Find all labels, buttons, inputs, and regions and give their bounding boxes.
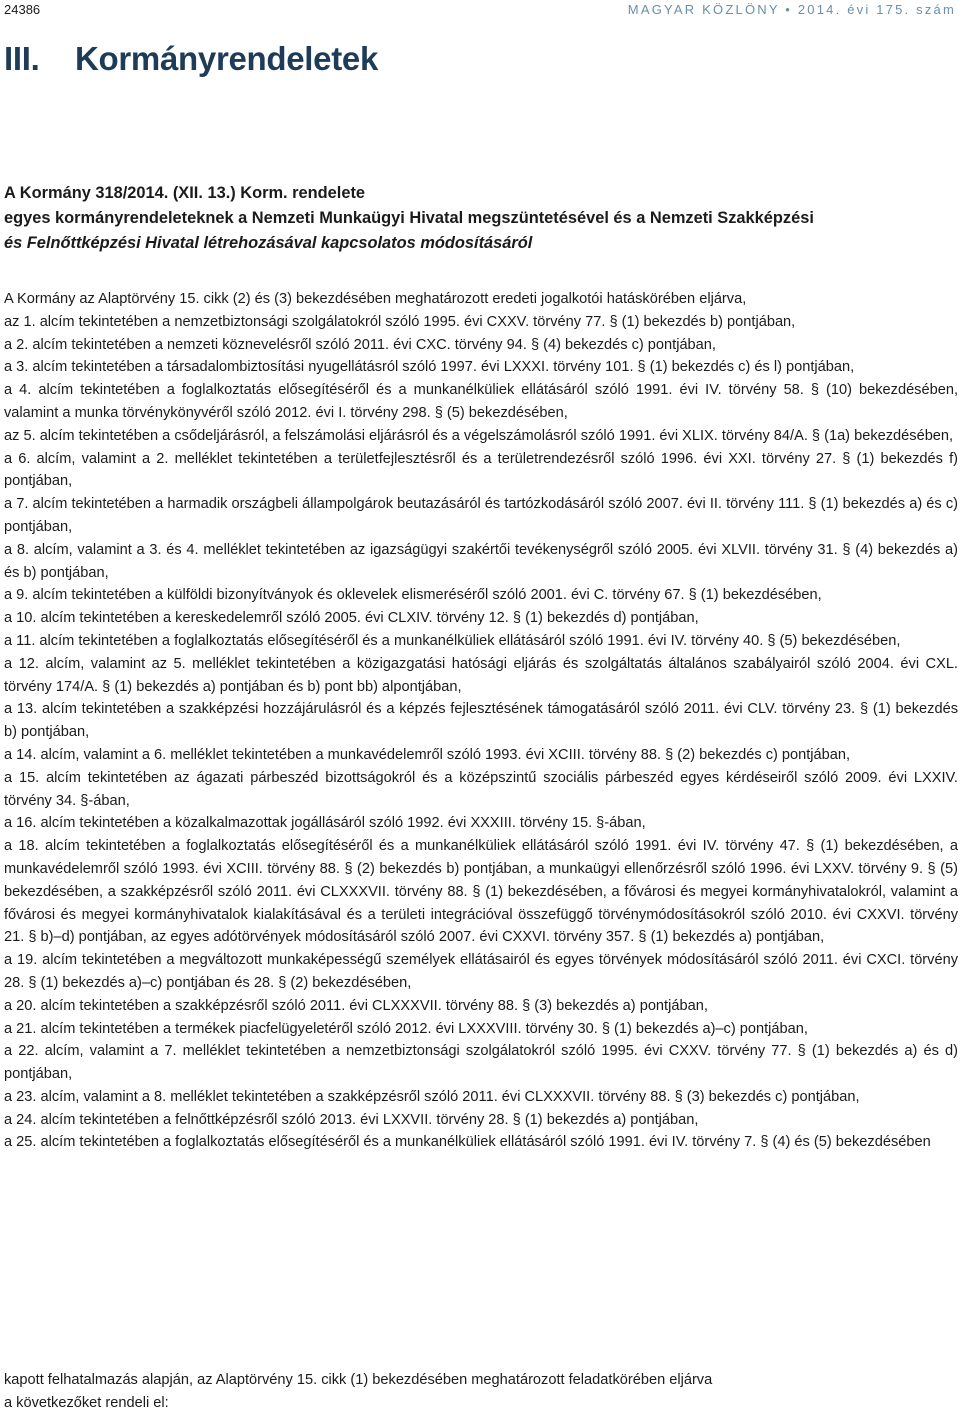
authorization-item: a 7. alcím tekintetében a harmadik országbeli állampolgárok beutazásáról és tartózkodásáról szóló 2007. évi II. törvény 111. § (1) bekezdés a) és c) pontjában, — [4, 496, 958, 535]
authorization-item: a 15. alcím tekintetében az ágazati párbeszéd bizottságokról és a középszintű szociális párbeszéd egyes kérdéseiről szóló 2009. évi LXXIV. törvény 34. §-ában, — [4, 769, 958, 809]
authorization-item: a 2. alcím tekintetében a nemzeti köznevelésről szóló 2011. évi CXC. törvény 94. § (4) bekezdés c) pontjában, — [4, 336, 716, 353]
authorization-item: a 22. alcím, valamint a 7. melléklet tekintetében a nemzetbiztonsági szolgálatokról szóló 1995. évi CXXV. törvény 77. § (1) bekezdés a) és d) pontjában, — [4, 1043, 958, 1083]
authorization-item: a 3. alcím tekintetében a társadalombiztosítási nyugellátásról szóló 1997. évi LXXXI. törvény 101. § (1) bekezdés c) és l) pontjában, — [4, 359, 855, 376]
authorization-item: a 20. alcím tekintetében a szakképzésről szóló 2011. évi CLXXXVII. törvény 88. § (3) bekezdés a) pontjában, — [4, 997, 708, 1014]
decree-title-line: A Kormány 318/2014. (XII. 13.) Korm. rendelete — [4, 184, 366, 202]
decree-enacting-clause — [4, 1369, 958, 1415]
authorization-item: a 24. alcím tekintetében a felnőttképzésről szóló 2013. évi LXXVII. törvény 28. § (1) bekezdés a) pontjában, — [4, 1111, 699, 1128]
preamble-intro: A Kormány az Alaptörvény 15. cikk (2) és (3) bekezdésében meghatározott eredeti jogalkotói hatáskörében eljárva, — [4, 291, 747, 307]
authorization-item: a 25. alcím tekintetében a foglalkoztatás elősegítéséről és a munkanélküliek ellátásáról szóló 1991. évi IV. törvény 7. § (4) és (5) bekezdésében — [4, 1134, 931, 1151]
section-heading — [4, 40, 378, 78]
section-number: III. — [4, 40, 40, 77]
authorization-item: a 21. alcím tekintetében a termékek piacfelügyeletéről szóló 2012. évi LXXXVIII. törvény 30. § (1) bekezdés a)–c) pontjában, — [4, 1020, 808, 1037]
authorization-item: az 1. alcím tekintetében a nemzetbiztonsági szolgálatokról szóló 1995. évi CXXV. törvény 77. § (1) bekezdés b) pontjában, — [4, 313, 796, 330]
journal-title: MAGYAR KÖZLÖNY • 2014. évi 175. szám — [627, 2, 956, 17]
authorization-item: az 5. alcím tekintetében a csődeljárásról, a felszámolási eljárásról és a végelszámolásról szóló 1991. évi XLIX. törvény 84/A. § (1a) bekezdésében, — [4, 427, 954, 444]
decree-title — [4, 181, 954, 256]
authorization-item: a 13. alcím tekintetében a szakképzési hozzájárulásról és a képzés fejlesztésének támogatásáról szóló 2011. évi CLV. törvény 23. § (1) bekezdés b) pontjában, — [4, 701, 958, 741]
authorization-item: a 14. alcím, valamint a 6. melléklet tekintetében a munkavédelemről szóló 1993. évi XCIII. törvény 88. § (2) bekezdés c) pontjában, — [4, 746, 851, 763]
decree-title-line: és Felnőttképzési Hivatal létrehozásával kapcsolatos módosításáról — [4, 234, 533, 252]
page-header — [4, 0, 956, 22]
authorization-item: a 12. alcím, valamint az 5. melléklet tekintetében a közigazgatási hatósági eljárás és szolgáltatás általános szabályairól szóló 2004. évi CXL. törvény 174/A. § (1) bekezdés a) pontjában és b) pont bb) alpontjában, — [4, 655, 958, 695]
page-number: 24386 — [4, 2, 41, 17]
decree-title-line: egyes kormányrendeleteknek a Nemzeti Munkaügyi Hivatal megszüntetésével és a Nemzeti Szakképzési — [4, 209, 814, 227]
closing-line: a következőket rendeli el: — [4, 1394, 169, 1411]
authorization-item: a 10. alcím tekintetében a kereskedelemről szóló 2005. évi CLXIV. törvény 12. § (1) bekezdés d) pontjában, — [4, 610, 699, 627]
authorization-item: a 18. alcím tekintetében a foglalkoztatás elősegítéséről és a munkanélküliek ellátásáról szóló 1991. évi IV. törvény 47. § (1) bekezdésében, a munkavédelemről szóló 1993. évi XCIII. törvény 88. § (2) bekezdés b) pontjában, a munkaügyi ellenőrzésről szóló 1996. évi LXXV. törvény 9. § (5) bekezdésében, a szakképzésről szóló 2011. évi CLXXXVII. törvény 88. § (1) bekezdésében, a fővárosi és megyei kormányhivatalokról, valamint a fővárosi és megyei kormányhivatalok kialakításával és a területi integrációval összefüggő törvénymódosításokról szóló 2010. évi CXXVI. törvény 21. § b)–d) pontjában, az egyes adótörvények módosításáról szóló 2007. évi CXXVI. törvény 357. § (1) bekezdés a) pontjában, — [4, 838, 958, 946]
authorization-item: a 9. alcím tekintetében a külföldi bizonyítványok és oklevelek elismeréséről szóló 2001. évi C. törvény 67. § (1) bekezdésében, — [4, 587, 822, 604]
authorization-item: a 4. alcím tekintetében a foglalkoztatás elősegítéséről és a munkanélküliek ellátásáról szóló 1991. évi IV. törvény 58. § (10) bekezdésében, valamint a munka törvénykönyvéről szóló 2012. évi I. törvény 298. § (5) bekezdésében, — [4, 382, 958, 421]
closing-line: kapott felhatalmazás alapján, az Alaptörvény 15. cikk (1) bekezdésében meghatározott feladatkörében eljárva — [4, 1372, 713, 1388]
authorization-item: a 19. alcím tekintetében a megváltozott munkaképességű személyek ellátásairól és egyes törvények módosításáról szóló 2011. évi CXCI. törvény 28. § (1) bekezdés a)–c) pontjában és 28. § (2) bekezdésében, — [4, 952, 958, 991]
authorization-item: a 23. alcím, valamint a 8. melléklet tekintetében a szakképzésről szóló 2011. évi CLXXXVII. törvény 88. § (3) bekezdés c) pontjában, — [4, 1088, 860, 1105]
authorization-item: a 11. alcím tekintetében a foglalkoztatás elősegítéséről és a munkanélküliek ellátásáról szóló 1991. évi IV. törvény 40. § (5) bekezdésében, — [4, 632, 901, 649]
authorization-item: a 6. alcím, valamint a 2. melléklet tekintetében a területfejlesztésről és a területrendezésről szóló 1996. évi XXI. törvény 27. § (1) bekezdés f) pontjában, — [4, 450, 958, 490]
decree-preamble — [4, 288, 958, 1154]
section-title: Kormányrendeletek — [75, 40, 379, 77]
authorization-item: a 8. alcím, valamint a 3. és 4. melléklet tekintetében az igazságügyi szakértői tevékenységről szóló 2005. évi XLVII. törvény 31. § (4) bekezdés a) és b) pontjában, — [4, 541, 958, 581]
authorization-item: a 16. alcím tekintetében a közalkalmazottak jogállásáról szóló 1992. évi XXXIII. törvény 15. §-ában, — [4, 815, 646, 832]
